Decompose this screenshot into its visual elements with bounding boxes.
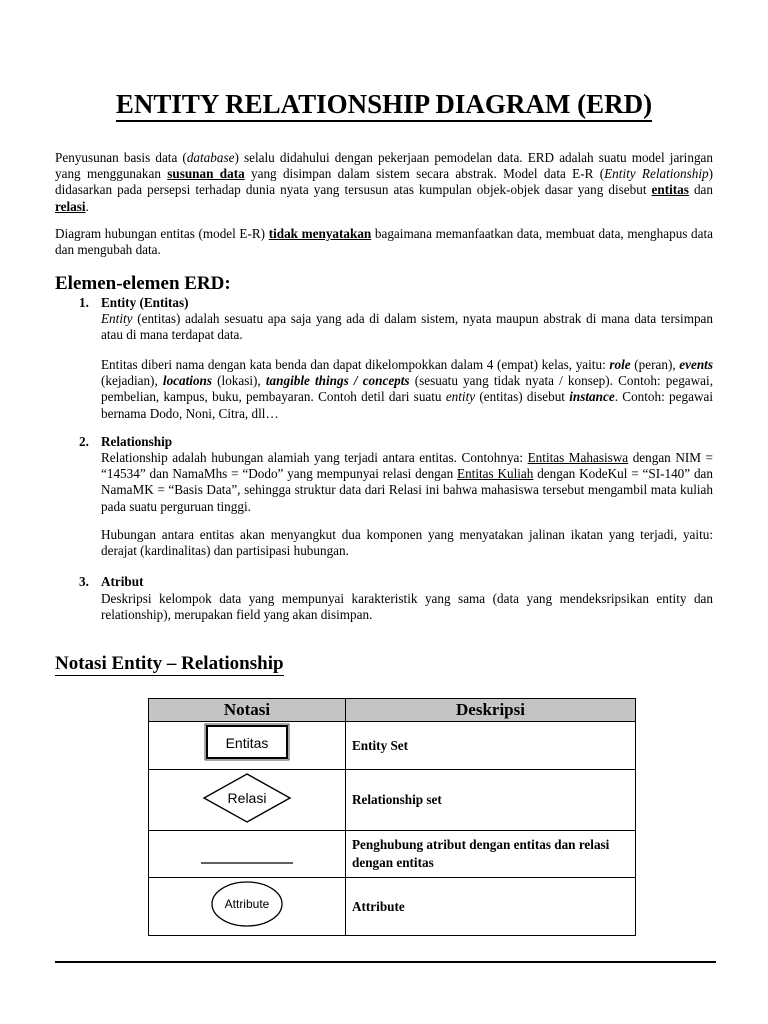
relationship-set-description: Relationship set — [346, 770, 636, 831]
line-symbol — [197, 837, 297, 867]
table-row — [149, 722, 636, 770]
table-header-row — [149, 699, 636, 722]
entity-set-description: Entity Set — [346, 722, 636, 770]
header-deskripsi: Deskripsi — [346, 699, 636, 722]
relationship-set-symbol-cell — [149, 770, 346, 831]
table-row — [149, 770, 636, 831]
ellipse-symbol — [197, 878, 297, 930]
item-1-paragraph-2: Entitas diberi nama dengan kata benda dan dapat dikelompokkan dalam 4 (empat) kelas, yaitu: role (peran), events (kejadian), locations (lokasi), tangible things / concepts (sesuatu yang tidak nyata / konsep). Contoh: pegawai, pembelian, kampus, buku, pembayaran. Contoh detil dari suatu entity (entitas) disebut instance. Contoh: pegawai bernama Dodo, Noni, Citra, dll… — [101, 357, 714, 421]
diamond-symbol — [197, 771, 297, 825]
header-notasi: Notasi — [149, 699, 346, 722]
intro-paragraph-2: Diagram hubungan entitas (model E-R) tidak menyatakan bagaimana memanfaatkan data, membuat data, menghapus data dan mengubah data. — [55, 226, 714, 258]
connector-symbol-cell — [149, 831, 346, 878]
page-title: ENTITY RELATIONSHIP DIAGRAM (ERD) — [0, 88, 768, 120]
attribute-description: Attribute — [346, 878, 636, 936]
item-3-paragraph-1: Deskripsi kelompok data yang mempunyai karakteristik yang sama (data yang mendeksripsikan entity dan relationship), merupakan field yang akan disimpan. — [101, 591, 713, 623]
elements-heading: Elemen-elemen ERD: — [55, 273, 231, 294]
bottom-rule — [55, 961, 716, 963]
rectangle-symbol-label: Entitas — [225, 735, 269, 751]
table-row — [149, 878, 636, 936]
intro-paragraph-1: Penyusunan basis data (database) selalu didahului dengan pekerjaan pemodelan data. ERD adalah suatu model jaringan yang menggunakan susunan data yang disimpan dalam sistem secara abstrak. Model data E-R (Entity Relationship) didasarkan pada persepsi terhadap dunia nyata yang tersusun atas kumpulan objek-objek dasar yang disebut entitas dan relasi. — [55, 150, 714, 214]
attribute-symbol-cell — [149, 878, 346, 936]
item-1-paragraph-1: Entity (entitas) adalah sesuatu apa saja yang ada di dalam sistem, nyata maupun abstrak di mana data tersimpan atau di mana terdapat data. — [101, 311, 713, 343]
item-2-title: 2. Relationship — [79, 434, 173, 449]
rectangle-symbol — [197, 723, 297, 763]
diamond-symbol-label: Relasi — [227, 789, 267, 806]
item-3-title: 3. Atribut — [79, 574, 144, 589]
notation-heading: Notasi Entity – Relationship — [55, 653, 284, 674]
connector-description: Penghubung atribut dengan entitas dan relasi dengan entitas — [346, 831, 636, 878]
ellipse-symbol-label: Attribute — [224, 897, 270, 911]
item-2-paragraph-2: Hubungan antara entitas akan menyangkut dua komponen yang menyatakan jalinan ikatan yang terjadi, yaitu: derajat (kardinalitas) dan partisipasi hubungan. — [101, 527, 713, 559]
item-2-paragraph-1: Relationship adalah hubungan alamiah yang terjadi antara entitas. Contohnya: Entitas Mahasiswa dengan NIM = “14534” dan NamaMhs = “Dodo” yang mempunyai relasi dengan Entitas Kuliah dengan KodeKul = “SI-140” dan NamaMK = “Basis Data”, sehingga struktur data dari Relasi ini bahwa mahasiswa tersebut mengambil mata kuliah pada suatu perguruan tinggi. — [101, 450, 713, 514]
notation-table — [148, 698, 636, 936]
entity-set-symbol-cell — [149, 722, 346, 770]
table-row — [149, 831, 636, 878]
item-1-title: 1. Entity (Entitas) — [79, 295, 189, 310]
